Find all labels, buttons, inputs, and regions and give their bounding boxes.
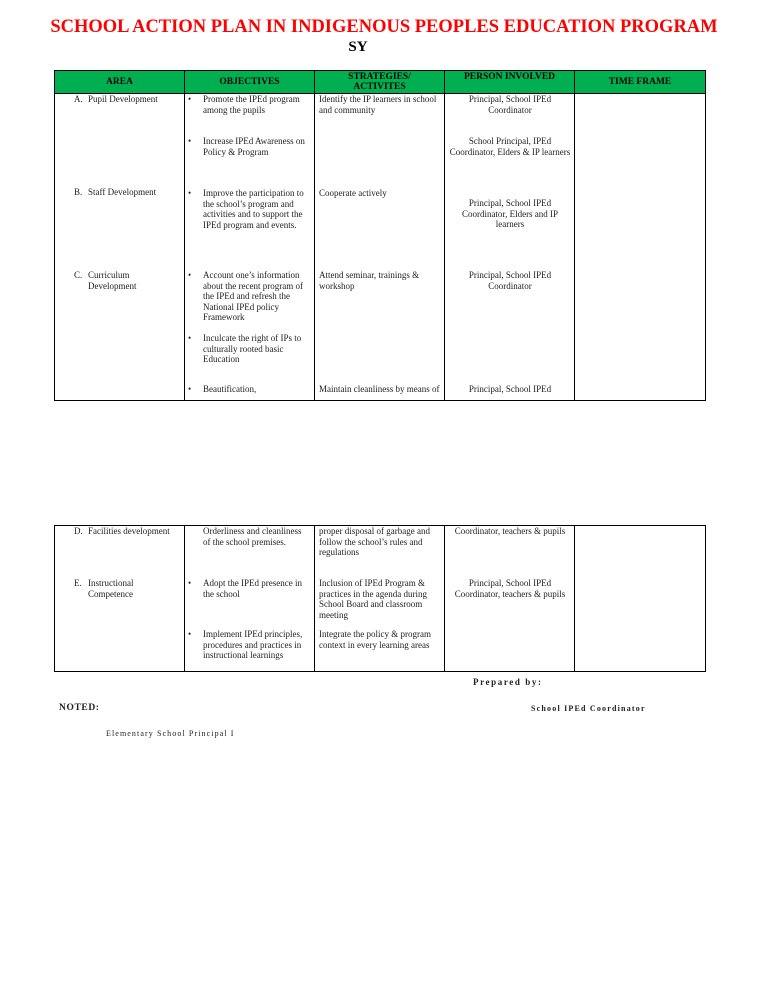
header-strategies-line1: STRATEGIES/ xyxy=(348,72,411,82)
header-area: AREA xyxy=(55,71,185,94)
header-person-label: PERSON INVOLVED xyxy=(463,72,556,82)
action-plan-table-page2 xyxy=(54,525,706,672)
area-c: C. Curriculum Development xyxy=(74,270,137,291)
person-cell xyxy=(445,94,575,401)
area-d: D. Facilities development xyxy=(74,526,170,536)
header-person xyxy=(445,71,575,94)
area-e: E. Instructional Competence xyxy=(74,578,134,599)
person-d1-start: Principal, School IPEd xyxy=(468,384,552,394)
table-header-row xyxy=(55,71,706,94)
objective-e1: • Adopt the IPEd presence in the school xyxy=(188,578,302,599)
objective-e2: • Implement IPEd principles, procedures and practices in instructional learnings xyxy=(188,629,303,660)
area-cell xyxy=(55,94,185,401)
objectives-cell xyxy=(185,94,315,401)
strategies-cell xyxy=(315,526,445,672)
time-frame-cell xyxy=(575,94,706,401)
area-a: A. Pupil Development xyxy=(74,94,158,104)
area-cell xyxy=(55,526,185,672)
header-strategies-line2: ACTIVITES xyxy=(353,82,406,92)
person-cell xyxy=(445,526,575,672)
table-row xyxy=(55,94,706,401)
person-c1: Principal, School IPEd Coordinator xyxy=(468,270,552,291)
header-objectives: OBJECTIVES xyxy=(185,71,315,94)
objective-c2: • Inculcate the right of IPs to culturally rooted basic Education xyxy=(188,333,302,364)
strategy-b1: Cooperate actively xyxy=(319,188,387,198)
person-a2: School Principal, IPEd Coordinator, Elders & IP learners xyxy=(449,136,571,157)
objective-c1: • Account one’s information about the recent program of the IPEd and refresh the National IPEd policy Framework xyxy=(188,270,303,322)
time-frame-cell xyxy=(575,526,706,672)
document-title: SCHOOL ACTION PLAN IN INDIGENOUS PEOPLES EDUCATION PROGRAM xyxy=(50,17,718,37)
person-b1: Principal, School IPEd Coordinator, Elders and IP learners xyxy=(461,198,559,229)
person-a1: Principal, School IPEd Coordinator xyxy=(468,94,552,115)
person-e1: Principal, School IPEd Coordinator, teachers & pupils xyxy=(454,578,566,599)
strategy-d1-end: proper disposal of garbage and follow the school’s rules and regulations xyxy=(319,526,430,557)
strategy-c1: Attend seminar, trainings & workshop xyxy=(319,270,420,291)
strategy-d1-start: Maintain cleanliness by means of xyxy=(319,384,440,394)
noted-label: NOTED: xyxy=(59,703,100,713)
objective-a1: • Promote the IPEd program among the pupils xyxy=(188,94,300,115)
strategy-e2: Integrate the policy & program context in every learning areas xyxy=(319,629,431,650)
prepared-by-label: Prepared by: xyxy=(473,677,543,687)
objective-a2: • Increase IPEd Awareness on Policy & Program xyxy=(188,136,305,157)
person-d1-end: Coordinator, teachers & pupils xyxy=(454,526,566,536)
objective-b1: • Improve the participation to the school’s program and activities and to support the IPEd program and events. xyxy=(188,188,304,230)
principal-signatory: Elementary School Principal I xyxy=(106,729,235,738)
objective-d1-start: • Beautification, xyxy=(188,384,257,394)
strategies-cell xyxy=(315,94,445,401)
school-year-label: SY xyxy=(348,39,368,55)
strategy-e1: Inclusion of IPEd Program & practices in the agenda during School Board and classroom meeting xyxy=(319,578,427,620)
strategy-a1: Identify the IP learners in school and community xyxy=(319,94,437,115)
action-plan-table-page1 xyxy=(54,70,706,401)
header-time-frame: TIME FRAME xyxy=(575,71,706,94)
objectives-cell xyxy=(185,526,315,672)
area-b: B. Staff Development xyxy=(74,187,157,197)
objective-d1-end: Orderliness and cleanliness of the school premises. xyxy=(203,526,302,547)
table-row xyxy=(55,526,706,672)
coordinator-signatory: School IPEd Coordinator xyxy=(531,704,646,713)
header-strategies xyxy=(315,71,445,94)
